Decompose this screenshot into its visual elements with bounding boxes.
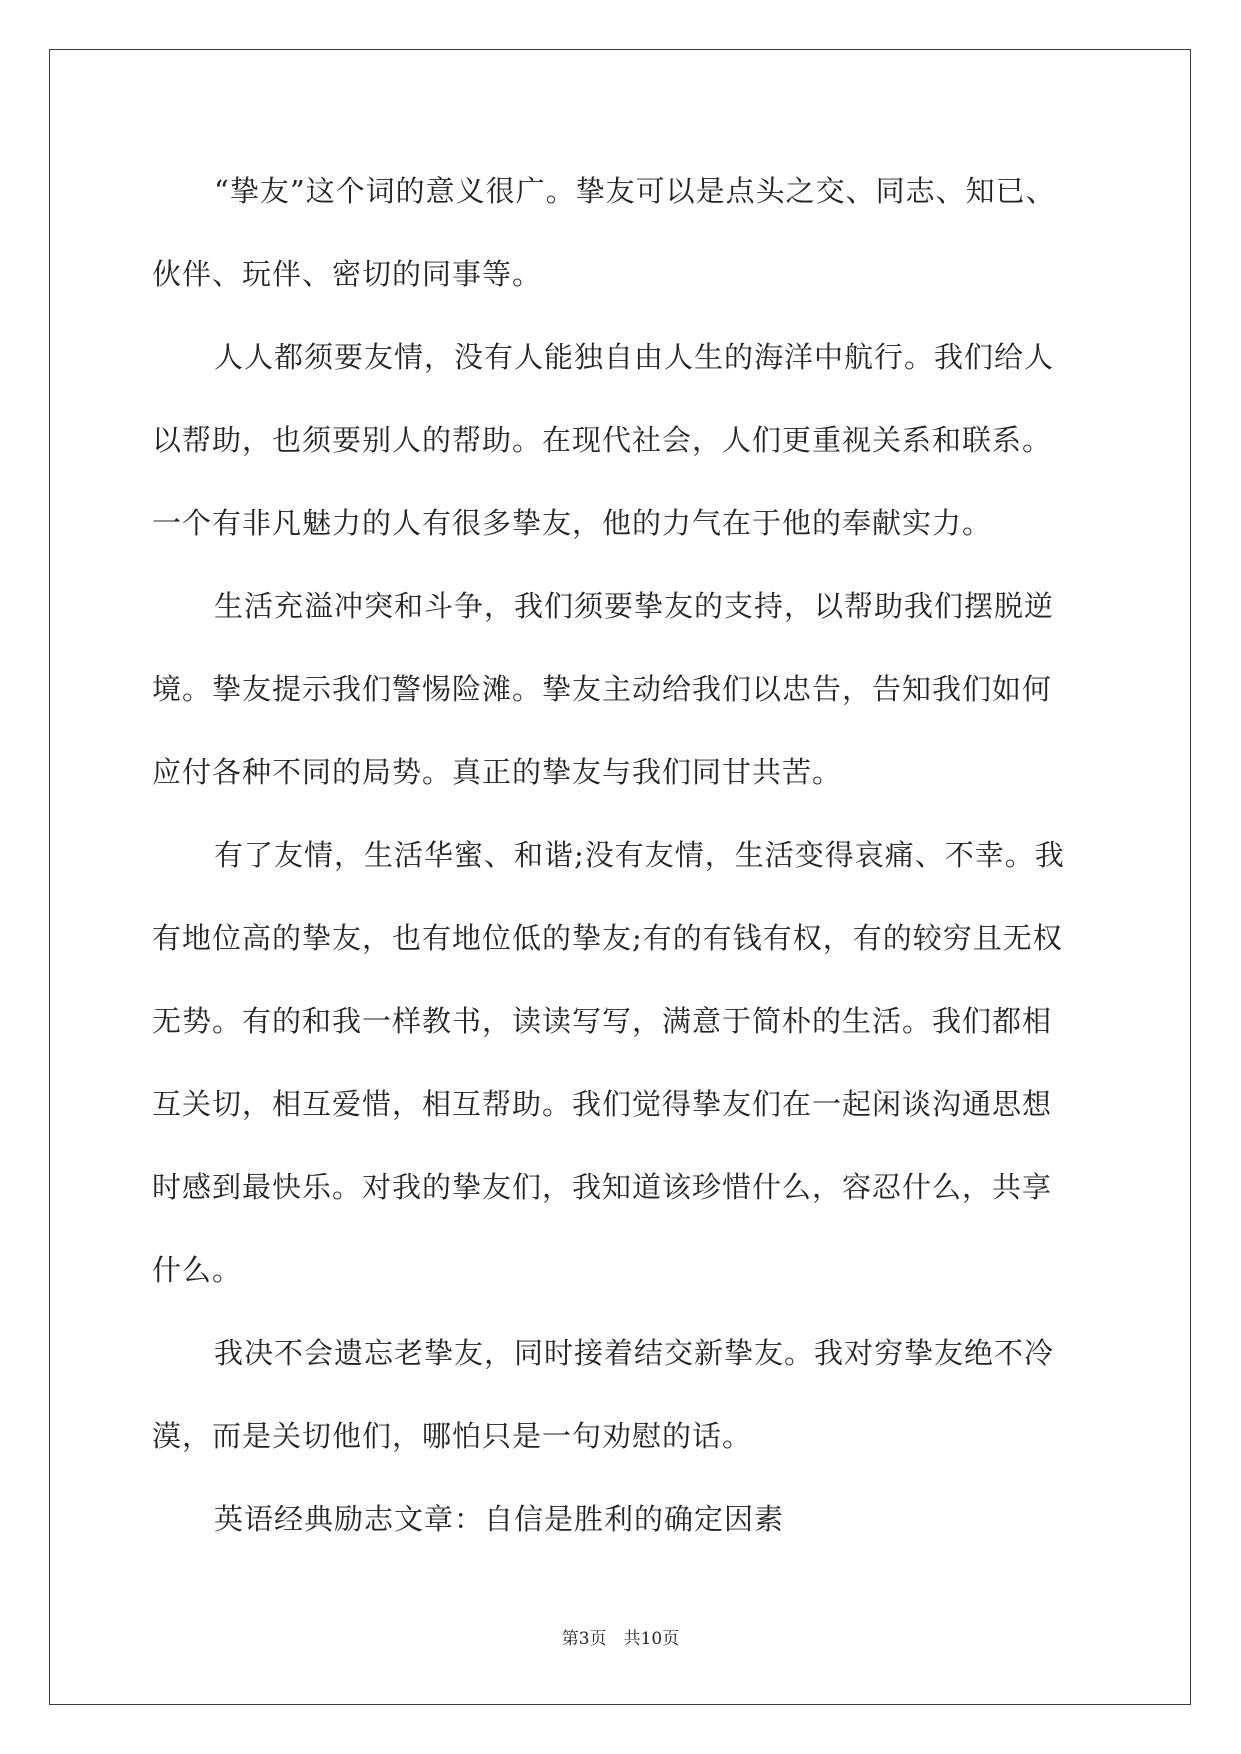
paragraph-5-line-1: 我决不会遗忘老挚友，同时接着结交新挚友。我对穷挚友绝不冷 — [214, 1336, 1055, 1370]
paragraph-4-line-6: 什么。 — [152, 1253, 243, 1287]
page-number-footer: 第3页 共10页 — [561, 1629, 680, 1649]
paragraph-4-line-1: 有了友情，生活华蜜、和谐;没有友情，生活变得哀痛、不幸。我 — [214, 838, 1065, 872]
paragraph-1-line-2: 伙伴、玩伴、密切的同事等。 — [152, 257, 543, 291]
paragraph-4-line-2: 有地位高的挚友，也有地位低的挚友;有的有钱有权，有的较穷且无权 — [152, 921, 1063, 955]
paragraph-3-line-3: 应付各种不同的局势。真正的挚友与我们同甘共苦。 — [152, 755, 843, 789]
paragraph-1-line-1: “挚友”这个词的意义很广。挚友可以是点头之交、同志、知已、 — [214, 174, 1056, 208]
document-body — [152, 150, 1092, 1561]
paragraph-4-line-5: 时感到最快乐。对我的挚友们，我知道该珍惜什么，容忍什么，共享 — [152, 1170, 1053, 1204]
paragraph-4-line-3: 无势。有的和我一样教书，读读写写，满意于简朴的生活。我们都相 — [152, 1004, 1053, 1038]
paragraph-2-line-2: 以帮助，也须要别人的帮助。在现代社会，人们更重视关系和联系。 — [152, 423, 1053, 457]
paragraph-2-line-1: 人人都须要友情，没有人能独自由人生的海洋中航行。我们给人 — [214, 340, 1055, 374]
paragraph-4-line-4: 互关切，相互爱惜，相互帮助。我们觉得挚友们在一起闲谈沟通思想 — [152, 1087, 1053, 1121]
paragraph-3-line-2: 境。挚友提示我们警惕险滩。挚友主动给我们以忠告，告知我们如何 — [152, 672, 1053, 706]
paragraph-5-line-2: 漠，而是关切他们，哪怕只是一句劝慰的话。 — [152, 1419, 753, 1453]
paragraph-2-line-3: 一个有非凡魅力的人有很多挚友，他的力气在于他的奉献实力。 — [152, 506, 993, 540]
section-heading: 英语经典励志文章：自信是胜利的确定因素 — [214, 1502, 785, 1536]
paragraph-3-line-1: 生活充溢冲突和斗争，我们须要挚友的支持，以帮助我们摆脱逆 — [214, 589, 1055, 623]
